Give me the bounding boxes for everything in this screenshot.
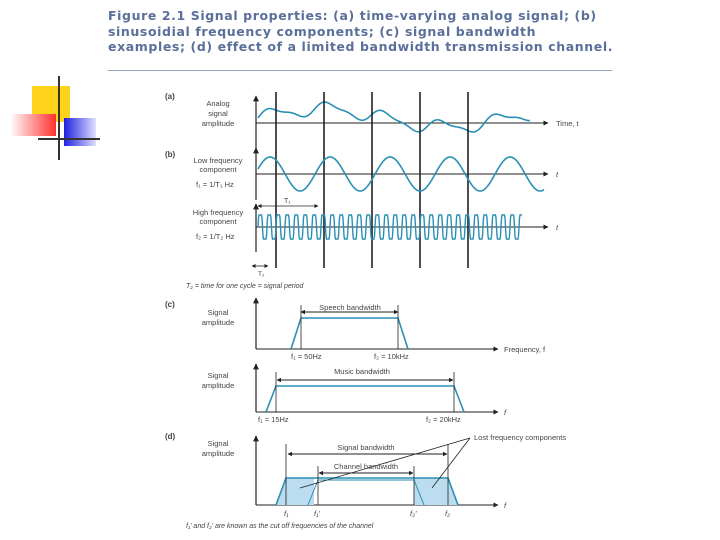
- low-frequency-formula: f₁ = 1/T₁ Hz: [196, 180, 234, 189]
- low-frequency-label-2: component: [199, 165, 237, 174]
- speech-bandwidth-label: Speech bandwidth: [319, 303, 381, 312]
- f1-label: f₁: [284, 509, 289, 518]
- period-footnote: T₂ = time for one cycle = signal period: [186, 283, 304, 290]
- panel-a-time-label: Time, t: [556, 119, 579, 128]
- high-frequency-formula: f₂ = 1/T₂ Hz: [196, 232, 235, 241]
- panel-d-ylabel-1: Signal: [207, 439, 229, 448]
- speech-spectrum: [291, 318, 408, 349]
- speech-f-high: f₂ = 10kHz: [374, 352, 409, 361]
- music-f-low: f₁ = 15Hz: [258, 415, 289, 424]
- panel-d-axis-label: f: [504, 501, 507, 510]
- f2-prime-label: f₂': [410, 509, 417, 518]
- music-bandwidth-label: Music bandwidth: [334, 367, 390, 376]
- t1-label: T₁: [284, 198, 291, 205]
- panel-d-ylabel-2: amplitude: [201, 449, 235, 458]
- channel-response: [308, 480, 424, 505]
- panel-b-tag: (b): [165, 150, 176, 159]
- music-ylabel-1: Signal: [207, 371, 229, 380]
- panel-c-tag: (c): [165, 300, 175, 309]
- panel-a-tag: (a): [165, 92, 175, 101]
- panel-a-ylabel-3: amplitude: [201, 119, 235, 128]
- f1-prime-label: f₁': [314, 509, 320, 518]
- lost-components-label: Lost frequency components: [474, 433, 567, 442]
- channel-bandwidth-label: Channel bandwidth: [333, 462, 399, 471]
- music-ylabel-2: amplitude: [201, 381, 235, 390]
- speech-ylabel-2: amplitude: [201, 318, 235, 327]
- lost-components-right: [414, 478, 458, 505]
- panel-a-ylabel-2: signal: [208, 109, 228, 118]
- figure-title: Figure 2.1 Signal properties: (a) time-varying analog signal; (b) sinusoidial frequency components; (c) signal bandwidth examples; (d) effect of a limited bandwidth transmission channel.: [108, 8, 614, 54]
- lost-pointer-right: [432, 438, 470, 488]
- t2-label: T₂: [258, 271, 265, 278]
- panel-b-low-axis-label: t: [556, 170, 559, 179]
- speech-ylabel-1: Signal: [207, 308, 229, 317]
- speech-axis-label: Frequency, f: [504, 345, 546, 354]
- high-frequency-label-2: component: [199, 217, 237, 226]
- f2-label: f₂: [445, 509, 450, 518]
- analog-signal-wave: [258, 102, 530, 132]
- panel-d-tag: (d): [165, 432, 176, 441]
- speech-f-low: f₁ = 50Hz: [291, 352, 322, 361]
- panel-b-high-axis-label: t: [556, 223, 559, 232]
- high-frequency-label-1: High frequency: [192, 208, 244, 217]
- music-spectrum: [266, 386, 464, 412]
- cutoff-footnote: f₁' and f₂' are known as the cut off frequencies of the channel: [186, 523, 374, 530]
- music-f-high: f₂ = 20kHz: [426, 415, 461, 424]
- signal-bandwidth-label: Signal bandwidth: [337, 443, 395, 452]
- panel-a-ylabel-1: Analog: [206, 99, 230, 108]
- low-frequency-label-1: Low frequency: [193, 156, 243, 165]
- music-axis-label: f: [504, 408, 507, 417]
